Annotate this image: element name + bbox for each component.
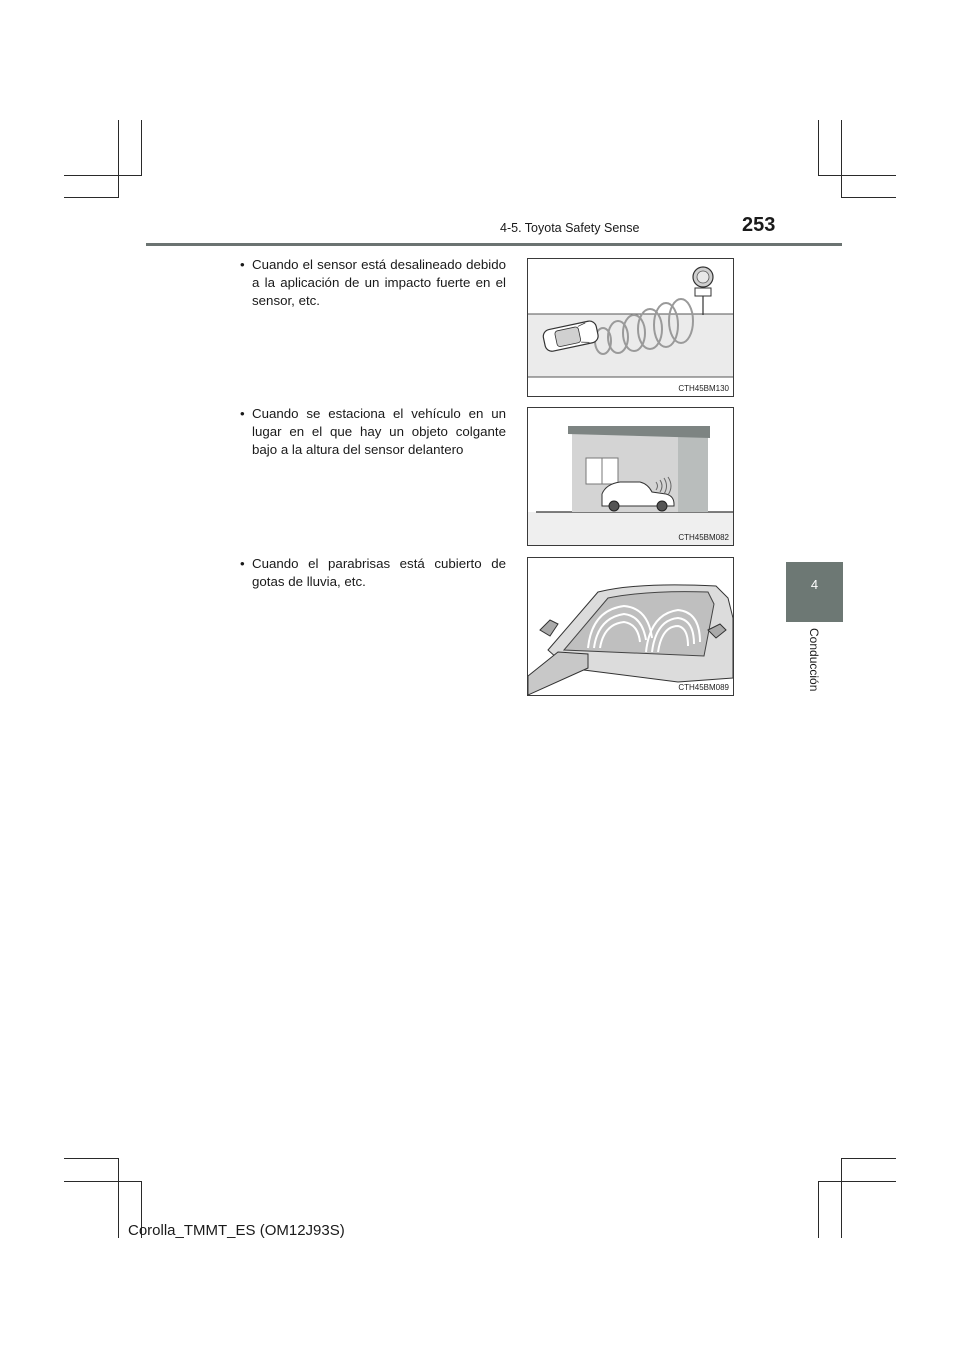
crop-mark xyxy=(818,1181,819,1238)
bullet-marker: • xyxy=(240,556,245,571)
chapter-number: 4 xyxy=(810,577,819,592)
bullet-marker: • xyxy=(240,257,245,272)
crop-mark xyxy=(818,175,896,176)
list-item xyxy=(240,405,506,459)
document-id: Corolla_TMMT_ES (OM12J93S) xyxy=(128,1222,345,1239)
header-divider xyxy=(146,243,842,246)
crop-mark xyxy=(64,197,119,198)
figure-code: CTH45BM082 xyxy=(678,533,729,542)
crop-mark xyxy=(841,120,842,198)
figure-misaligned-sensor xyxy=(527,258,734,397)
rain-windshield-illustration xyxy=(528,558,733,695)
hanging-object-illustration xyxy=(528,408,733,545)
list-item xyxy=(240,256,506,310)
crop-mark xyxy=(841,197,896,198)
crop-mark xyxy=(118,120,119,198)
figure-rain-windshield xyxy=(527,557,734,696)
crop-mark xyxy=(64,175,142,176)
misaligned-sensor-illustration xyxy=(528,259,733,396)
crop-mark xyxy=(118,1158,119,1238)
crop-mark xyxy=(64,1158,119,1159)
crop-mark xyxy=(141,120,142,176)
list-item-text: Cuando el sensor está desalineado debido a la aplicación de un impacto fuerte en el sensor, etc. xyxy=(252,257,506,308)
crop-mark xyxy=(818,120,819,176)
crop-mark xyxy=(841,1158,896,1159)
section-title: 4-5. Toyota Safety Sense xyxy=(500,221,640,235)
list-item xyxy=(240,555,506,591)
bullet-marker: • xyxy=(240,406,245,421)
figure-hanging-object xyxy=(527,407,734,546)
list-item-text: Cuando se estaciona el vehículo en un lugar en el que hay un objeto colgante bajo a la altura del sensor delantero xyxy=(252,406,506,457)
crop-mark xyxy=(841,1158,842,1238)
figure-code: CTH45BM089 xyxy=(678,683,729,692)
chapter-label: Conducción xyxy=(807,628,821,692)
list-item-text: Cuando el parabrisas está cubierto de gotas de lluvia, etc. xyxy=(252,556,506,589)
crop-mark xyxy=(64,1181,142,1182)
page-number: 253 xyxy=(742,214,776,236)
crop-mark xyxy=(818,1181,896,1182)
figure-code: CTH45BM130 xyxy=(678,384,729,393)
chapter-tab xyxy=(786,562,843,622)
